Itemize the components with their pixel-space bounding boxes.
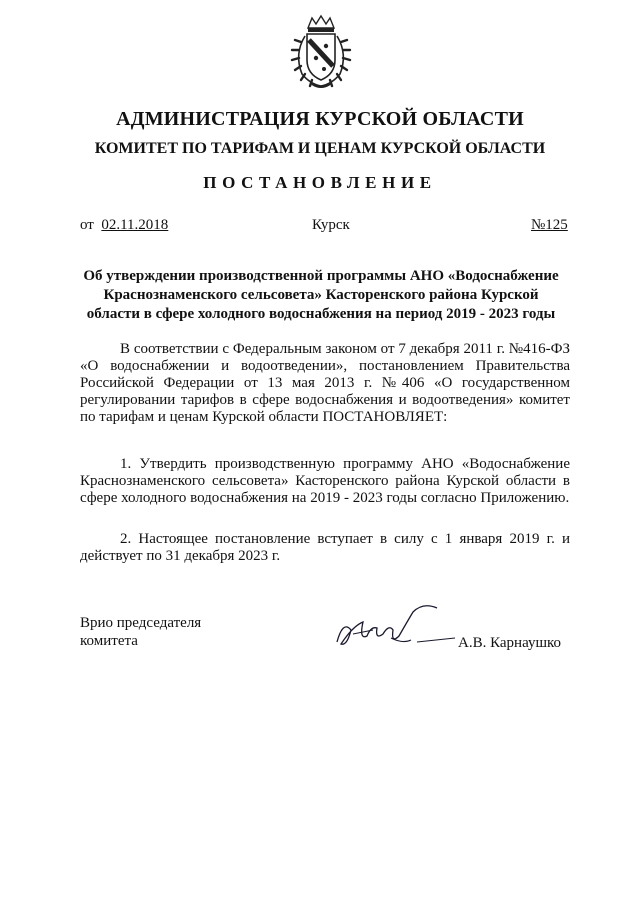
- document-number: №125: [531, 217, 568, 233]
- document-date: 02.11.2018: [101, 217, 169, 233]
- document-type-title: ПОСТАНОВЛЕНИЕ: [203, 173, 437, 192]
- signatory-position: [80, 614, 201, 650]
- body-paragraph-3: 2. Настоящее постановление вступает в силу с 1 января 2019 г. и действует по 31 декабря 2023 г.: [80, 531, 570, 564]
- handwritten-signature-icon: [333, 600, 458, 660]
- body-paragraph-1: В соответствии с Федеральным законом от 7 декабря 2011 г. №416-ФЗ «О водоснабжении и водоотведении», постановлением Правительства Российской Федерации от 13 мая 2013 г. №406 «О государственном регулировании тарифов в сфере водоснабжения и водоотведения» комитет по тарифам и ценам Курской области ПОСТАНОВЛЯЕТ:: [80, 341, 570, 425]
- body-paragraph-2: 1. Утвердить производственную программу АНО «Водоснабжение Краснознаменского сельсовета» Касторенского района Курской области в сфере холодного водоснабжения на 2019 - 2023 годы согласно Приложению.: [80, 456, 570, 506]
- committee-title: КОМИТЕТ ПО ТАРИФАМ И ЦЕНАМ КУРСКОЙ ОБЛАСТИ: [94, 140, 546, 157]
- date-prefix: от: [80, 217, 94, 233]
- document-date-line: [80, 217, 168, 234]
- organization-title: АДМИНИСТРАЦИЯ КУРСКОЙ ОБЛАСТИ: [116, 108, 524, 130]
- document-city: Курск: [312, 217, 350, 233]
- position-line-2: комитета: [80, 633, 138, 649]
- position-line-1: Врио председателя: [80, 615, 202, 631]
- document-subject: Об утверждении производственной программы АНО «Водоснабжение Краснознаменского сельсовета» Касторенского района Курской области в сфере холодного водоснабжения на период 2019 - 2023 годы: [83, 268, 559, 322]
- signatory-name: А.В. Карнаушко: [458, 635, 562, 651]
- kursk-coat-of-arms-icon: [288, 14, 354, 90]
